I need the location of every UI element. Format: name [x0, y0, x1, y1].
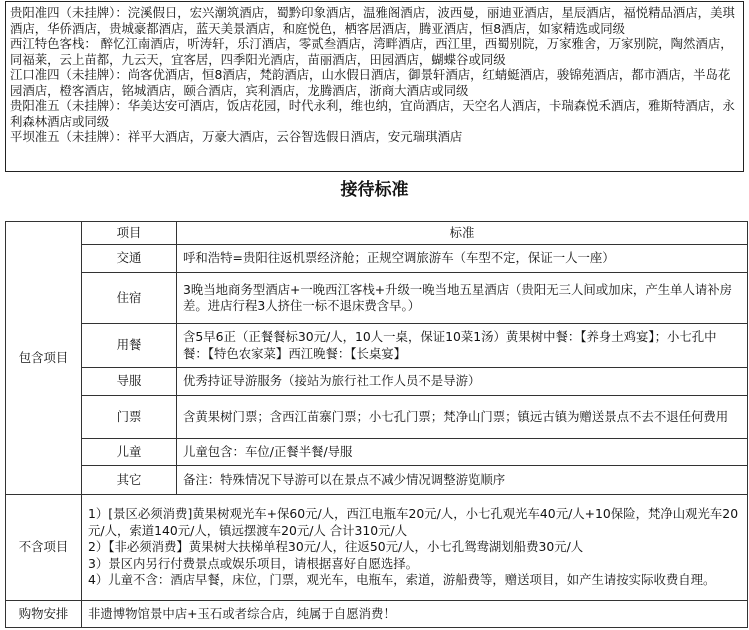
- table-row: [6, 439, 748, 466]
- table-row: [6, 273, 748, 324]
- hotel-line-jiangkou: 江口准四（未挂牌）：尚客优酒店，恒8酒店，梵韵酒店，山水假日酒店，御景轩酒店，红蜻蜓酒店，骏锦苑酒店，都市酒店，半岛花园酒店，橙客酒店，铭城酒店，颐合酒店，宾利酒店，龙腾酒店，浙商大酒店或同级: [10, 67, 731, 98]
- table-row: [6, 324, 748, 368]
- category-cell: 包含项目: [6, 222, 82, 495]
- table-row: [6, 245, 748, 273]
- item-cell: 门票: [82, 396, 177, 439]
- header-standard: 标准: [177, 222, 748, 245]
- table-row: [6, 466, 748, 495]
- content-cell: 含5早6正（正餐餐标30元/人，10人一桌，保证10菜1汤）黄果树中餐：【养身土鸡宴】；小七孔中餐：【特色农家菜】西江晚餐：【长桌宴】: [177, 324, 748, 368]
- item-cell: 其它: [82, 466, 177, 495]
- item-cell: 用餐: [82, 324, 177, 368]
- table-row: [6, 396, 748, 439]
- item-cell: 导服: [82, 368, 177, 396]
- content-cell: 儿童包含：车位/正餐半餐/导服: [177, 439, 748, 466]
- section-title: 接待标准: [340, 180, 409, 200]
- hotel-line-guiyang-5: 贵阳准五（未挂牌）：华美达安可酒店，饭店花园，时代永利，维也纳，宜尚酒店，天空名人酒店，卡瑞森悦禾酒店，雅斯特酒店，永利森林酒店或同级: [10, 98, 735, 129]
- content-cell: 备注：特殊情况下导游可以在景点不减少情况调整游览顺序: [177, 466, 748, 495]
- hotel-line-pingba: 平坝准五（未挂牌）：祥平大酒店，万豪大酒店，云谷智选假日酒店，安元瑞琪酒店: [10, 129, 463, 145]
- content-cell: 3晚当地商务型酒店+一晚西江客栈+升级一晚当地五星酒店（贵阳无三人间或加床，产生单人请补房差。进店行程3人挤住一标不退床费含早。）: [177, 273, 748, 324]
- excluded-content: [82, 495, 748, 601]
- hotel-line-guiyang-4: 贵阳准四（未挂牌）：浣溪假日，宏兴潮筑酒店，蜀黔印象酒店，温雅阁酒店，波西曼，丽迪亚酒店，星辰酒店，福悦精品酒店，美琪酒店，华侨酒店，贵城豪都酒店，蓝天美景酒店，和庭悦色，栖客居酒店，腾亚酒店，恒8酒店，如家精选或同级: [10, 5, 735, 36]
- table-row: [6, 368, 748, 396]
- content-cell: 含黄果树门票；含西江苗寨门票；小七孔门票；梵净山门票；镇远古镇为赠送景点不去不退任何费用: [177, 396, 748, 439]
- table-row: [6, 222, 748, 245]
- hotel-list-box: [5, 1, 744, 172]
- item-cell: 交通: [82, 245, 177, 273]
- table-row: [6, 601, 748, 628]
- content-cell: 呼和浩特=贵阳往返机票经济舱；正规空调旅游车（车型不定，保证一人一座）: [177, 245, 748, 273]
- excluded-line: 1）[景区必须消费]黄果树观光车+保60元/人，西江电瓶车20元/人，小七孔观光车40元/人+10保险，梵净山观光车20元/人，索道140元/人，镇远摆渡车20元/人 合计310元/人: [88, 506, 739, 538]
- header-item: 项目: [82, 222, 177, 245]
- category-cell: 购物安排: [6, 601, 82, 628]
- shopping-content: 非遗博物馆景中店+玉石或者综合店，纯属于自愿消费！: [82, 601, 748, 628]
- excluded-line: 4）儿童不含：酒店早餐，床位，门票，观光车，电瓶车，索道，游船费等，赠送项目，如产生请按实际收费自理。: [88, 572, 716, 588]
- excluded-line: 3）景区内另行付费景点或娱乐项目，请根据喜好自愿选择。: [88, 555, 419, 571]
- item-cell: 住宿: [82, 273, 177, 324]
- excluded-line: 2）【非必须消费】黄果树大扶梯单程30元/人，往返50元/人，小七孔鸳鸯湖划船费30元/人: [88, 539, 584, 555]
- content-cell: 优秀持证导游服务（接站为旅行社工作人员不是导游）: [177, 368, 748, 396]
- table-row: [6, 495, 748, 601]
- item-cell: 儿童: [82, 439, 177, 466]
- reception-standard-table: [5, 221, 748, 628]
- hotel-line-xijiang: 西江特色客栈： 醉忆江南酒店，听涛轩，乐汀酒店，零贰叁酒店，湾畔酒店，西江里，西蜀别院，万家雅舍，万家别院，陶然酒店，同福莱，云上苗都，九云天，宜客居，四季阳光酒店，苗丽酒店，田园酒店，蝴蝶谷或同级: [10, 36, 733, 67]
- category-cell: 不含项目: [6, 495, 82, 601]
